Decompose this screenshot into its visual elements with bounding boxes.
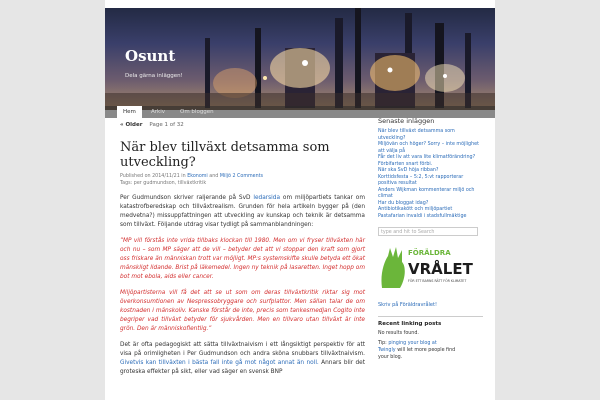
- recent-post-item[interactable]: När blev tillväxt detsamma som: [378, 129, 455, 134]
- post-tags: [120, 180, 365, 187]
- recent-posts-list: [378, 129, 483, 220]
- older-posts-link[interactable]: « Older: [120, 122, 143, 128]
- widget-results: No results found.: [378, 331, 419, 336]
- recent-post-item[interactable]: Har du bloggat idag?: [378, 200, 429, 206]
- tags-label: Tags:: [120, 181, 133, 186]
- ledarsida-link[interactable]: ledarsida: [253, 195, 281, 201]
- paragraph-2: [120, 341, 365, 377]
- category-link-miljo[interactable]: Miljö: [219, 174, 231, 179]
- site-title[interactable]: Osunt: [125, 47, 176, 65]
- tip-label: Tip:: [378, 341, 387, 346]
- growth-link[interactable]: Givetvis kan tillväxten i bästa fall inte gå mot något annat än noll.: [120, 360, 319, 366]
- p1-text-b: om miljöpartiets tankar om katastrofberedskap och tillväxtrealism. Grunden för hela artikeln bygger på (den medvetna?) missuppfattningen att utveckling av kunskap och teknik är detsamma som tillväxt. Följande utdrag visar tydligt på sammanblandningen:: [120, 195, 365, 228]
- nav-home[interactable]: Hem: [117, 106, 142, 118]
- badge-link[interactable]: Skriv på Föräldravrålet!: [378, 302, 437, 308]
- tip-text-c: will let more people find: [397, 348, 456, 353]
- recent-post-item[interactable]: Pastafarian invaldi i stadsfullmäktige: [378, 213, 467, 219]
- nav-about[interactable]: Om bloggen: [180, 109, 214, 115]
- search-input[interactable]: type and hit to Search: [378, 227, 478, 236]
- recent-post-item[interactable]: att välja på: [378, 148, 406, 154]
- linking-posts-widget: [378, 316, 483, 361]
- recent-post-item[interactable]: Får det liv att vara lite klimatförändring?: [378, 155, 476, 160]
- p1-text-a: Per Gudmundson skriver raljerande på SvD: [120, 195, 251, 201]
- foraldravralet-badge[interactable]: [378, 244, 473, 296]
- recent-posts-title: Senaste inläggen: [378, 117, 435, 125]
- paragraph-1: [120, 194, 365, 230]
- twingly-link[interactable]: Twingly: [378, 348, 396, 353]
- pager: [120, 122, 365, 132]
- recent-post-item[interactable]: När ska SvD höja ribban?: [378, 168, 439, 173]
- header-banner: [105, 8, 495, 115]
- tip-text-d: your blog.: [378, 355, 403, 360]
- page-indicator: Page 1 of 32: [149, 122, 184, 128]
- post-title[interactable]: När blev tillväxt detsamma som utveckling?: [120, 140, 330, 170]
- p2-text-a: Det är ofta pedagogiskt att sätta tillväxtnaivism i ett långsiktigt perspektiv för att visa på orimligheten i Per Gudmundson och andra sköna snubbars tillväxtnaivism.: [120, 342, 365, 357]
- widget-tip: [378, 340, 483, 361]
- sidebar: [378, 117, 483, 361]
- pinging-link[interactable]: pinging your blog at: [388, 341, 437, 346]
- recent-post-item[interactable]: Förbifarten snart förbi.: [378, 161, 433, 167]
- page-container: [105, 0, 495, 400]
- recent-post-item[interactable]: climat: [378, 194, 393, 199]
- recent-post-item[interactable]: Miljövän och höger? Sorry – inte möjlighet: [378, 142, 479, 147]
- badge-top-text: FÖRÄLDRA: [408, 249, 451, 257]
- badge-main-text: VRÅLET: [408, 260, 473, 278]
- comments-link[interactable]: 2 Comments: [232, 174, 264, 179]
- recent-post-item[interactable]: Anders Wijkman kommenterar miljö och: [378, 187, 475, 193]
- meta-published: Published on 2014/11/21 in: [120, 174, 186, 179]
- widget-title: Recent linking posts: [378, 321, 442, 327]
- recent-post-item[interactable]: Korttidsfesta – 5:2, 5:vt rapporterar: [378, 174, 464, 180]
- quote-2: Miljöpartisterna vill få det att se ut som om deras tillväxtkritik riktar sig mot överkonsumtionen av Nespressobryggare och surfplattor. Men sällan talar de om kostnaden i mänskoliv. Kanske förstår de inte, precis som tankesmedjan Cogito inte begriper vad tillväxt betyder för sjukvården. Men en tillvaro utan tillväxt är inte grön. Den är människofientlig.”: [120, 290, 365, 332]
- post-meta: [120, 173, 365, 180]
- main-content: [120, 122, 365, 384]
- tags-list[interactable]: per gudmundson, tillväxtkritik: [133, 181, 207, 186]
- recent-post-item[interactable]: Antibiotikakött och miljöpartiet: [378, 207, 453, 212]
- site-description: Dela gärna inläggen!: [125, 73, 183, 79]
- p2-text-b: Annars blir det groteska effekter på sikt, eller vad säger en svensk BNP: [120, 360, 366, 375]
- badge-sub-text: FÖR ETT BARNS RÄTT FÖR KLIMATET: [408, 279, 467, 283]
- quote-1: ”MP vill förstås inte vrida tillbaks klockan till 1980. Men om vi fryser tillväxten här och nu – som MP säger att de vill – betyder det att vi stoppar den kraft som gjort oss friskare än människan trott var möjligt. MP:s systemskifte skulle betyda ett ökat mänskligt lidande. Brist på läkemedel. Ingen ny teknik på lasaretten. Inget hopp om bot mot ebola, aids eller cancer.: [120, 238, 365, 280]
- nav-archive[interactable]: Arkiv: [151, 109, 165, 115]
- meta-and: and: [209, 174, 219, 179]
- recent-post-item[interactable]: positiva resultat: [378, 181, 417, 186]
- recent-post-item[interactable]: utveckling?: [378, 135, 406, 141]
- category-link-ekonomi[interactable]: Ekonomi: [187, 174, 208, 179]
